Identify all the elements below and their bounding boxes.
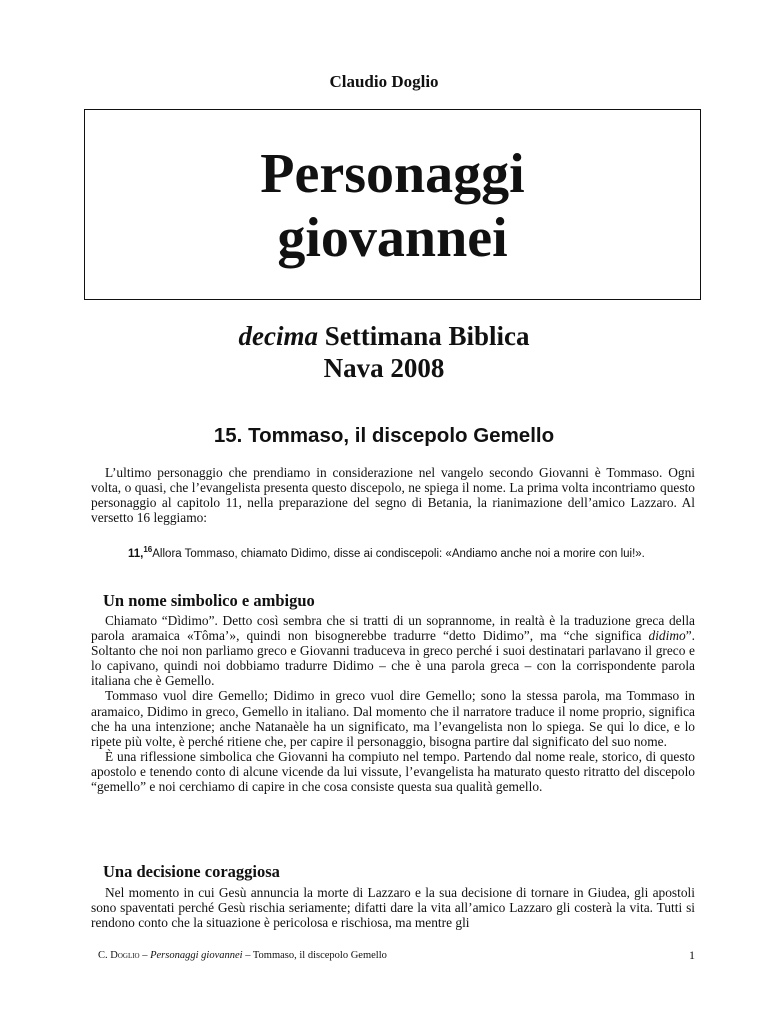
intro-block [91,465,695,525]
book-title [85,142,700,270]
scripture-quote [128,543,678,561]
event-subtitle [0,320,768,384]
section1-p1-emphasis: didimo [648,628,686,644]
page-footer [98,950,387,961]
quote-text: Allora Tommaso, chiamato Dìdimo, disse ai condiscepoli: «Andiamo anche noi a morire con lui!». [152,547,645,560]
section1-paragraph-1 [91,613,695,688]
section1-p1-part-b: ”. Soltanto che noi non parliamo greco e Giovanni traduceva in greco perché i suoi destinatari parlavano il greco e lo capivano, quindi noi dobbiamo tradurre Didimo – che è una parola greca – con la corrispondente parola italiana che è Gemello. [91,628,695,689]
footer-book-title: Personaggi giovannei [150,950,243,961]
page-number: 1 [689,948,695,962]
intro-paragraph: L’ultimo personaggio che prendiamo in considerazione nel vangelo secondo Giovanni è Tommaso. Ogni volta, o quasi, che l’evangelista presenta questo discepolo, ne spiega il nome. La prima volta incontriamo questo personaggio al capitolo 11, nella preparazione del segno di Betania, la rianimazione dell’amico Lazzaro. Al versetto 16 leggiamo: [91,465,695,526]
section2-paragraph-1: Nel momento in cui Gesù annuncia la morte di Lazzaro e la sua decisione di tornare in Giudea, gli apostoli sono spaventati perché Gesù rischia seriamente; difatti dare la vita all’amico Lazzaro gli costerà la vita. Tutti si rendono conto che la situazione è pericolosa e rischiosa, ma mentre gli [91,885,695,931]
footer-separator-1: – [139,950,151,961]
section-heading-2: Una decisione coraggiosa [103,862,280,881]
chapter-title: 15. Tommaso, il discepolo Gemello [213,424,555,447]
section1-paragraph-3: È una riflessione simbolica che Giovanni ha compiuto nel tempo. Partendo dal nome reale, storico, di questo apostolo e tenendo conto di alcune vicende da lui vissute, l’evangelista ha maturato questo ritratto del discepolo “gemello” e noi cerchiamo di capire in che cosa consiste questa sua qualità gemello. [91,748,695,795]
quote-chapter-ref: 11, [128,547,144,560]
quote-verse-ref: 16 [143,545,153,554]
footer-chapter: Tommaso, il discepolo Gemello [252,950,387,961]
book-title-line1: Personaggi [260,143,525,205]
footer-author: C. Doglio [98,950,140,961]
section2-body [91,885,695,930]
place-year: Nava 2008 [323,353,445,383]
section1-body [91,613,695,794]
title-box [84,109,701,300]
week-name: Settimana Biblica [324,321,530,351]
book-title-line2: giovannei [277,207,508,269]
author-name: Claudio Doglio [329,72,439,91]
section1-p1-part-a: Chiamato “Dìdimo”. Detto così sembra che si tratti di un soprannome, in realtà è la traduzione greca della parola aramaica «Tôma’», quindi non bisognerebbe tradurre “detto Didimo”, ma “che significa [91,613,695,644]
section1-paragraph-2: Tommaso vuol dire Gemello; Didimo in greco vuol dire Gemello; sono la stessa parola, ma Tommaso in aramaico, Didimo in greco, Gemello in italiano. Dal momento che il narratore traduce il nome proprio, significa che ha una intenzione; anche Natanaèle ha un significato, ma l’evangelista non lo spiega. Se qui lo dice, e lo ripete più volte, è perché ritiene che, per capire il personaggio, bisogna partire dal significato del suo nome. [91,688,695,749]
section-heading-1: Un nome simbolico e ambiguo [103,591,315,610]
week-ordinal: decima [238,321,318,351]
footer-separator-2: – [242,950,253,961]
